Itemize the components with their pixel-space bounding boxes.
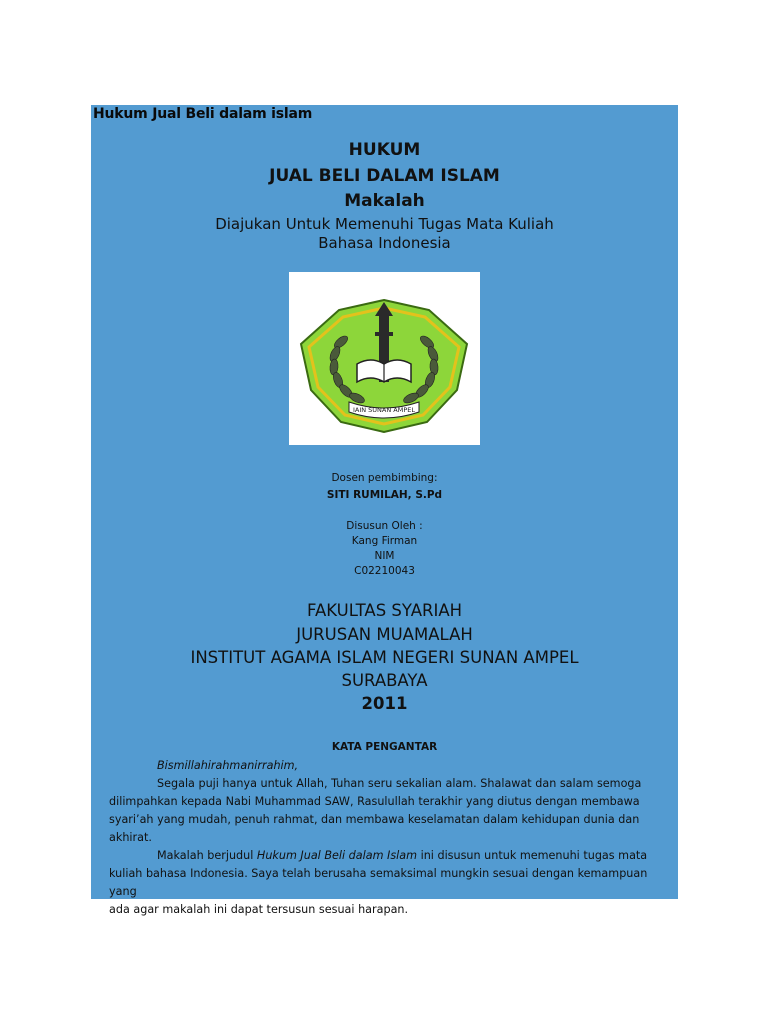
nim-value: C02210043 — [354, 565, 415, 577]
dosen-name: SITI RUMILAH, S.Pd — [326, 489, 443, 501]
preface-p1-line3: syari’ah yang mudah, penuh rahmat, dan membawa keselamatan dalam kehidupan dunia dan — [109, 813, 640, 826]
preface-p2-rest: ini disusun untuk memenuhi tugas mata — [417, 849, 648, 862]
preface-heading: KATA PENGANTAR — [331, 741, 438, 753]
year: 2011 — [361, 694, 408, 713]
logo-caption: IAIN SUNAN AMPEL — [352, 406, 416, 414]
preface-p2-lead: Makalah berjudul — [157, 849, 257, 862]
cover-title-line1: HUKUM — [348, 140, 421, 160]
faculty-name: FAKULTAS SYARIAH — [306, 601, 463, 620]
department-name: JURUSAN MUAMALAH — [296, 625, 473, 644]
author-name: Kang Firman — [351, 535, 418, 547]
preface-p1-line4: akhirat. — [109, 831, 152, 844]
cover-subtitle-line1: Diajukan Untuk Memenuhi Tugas Mata Kuliah — [215, 215, 554, 233]
document-title: Hukum Jual Beli dalam islam — [93, 106, 313, 122]
disusun-label: Disusun Oleh : — [346, 520, 423, 532]
cover-subtitle-line2: Bahasa Indonesia — [318, 234, 451, 252]
preface-p1-line1: Segala puji hanya untuk Allah, Tuhan seru sekalian alam. Shalawat dan salam semoga — [157, 777, 642, 790]
preface-body — [109, 757, 675, 919]
bismillah-text: Bismillahirahmanirrahim, — [157, 759, 299, 772]
cover-title-line2: JUAL BELI DALAM ISLAM — [269, 166, 500, 186]
preface-p1-line2: dilimpahkan kepada Nabi Muhammad SAW, Rasulullah terakhir yang diutus dengan membawa — [109, 795, 640, 808]
dosen-label: Dosen pembimbing: — [331, 472, 438, 484]
preface-p2-line2: kuliah bahasa Indonesia. Saya telah berusaha semaksimal mungkin sesuai dengan kemampuan yang — [109, 867, 648, 898]
document-page — [91, 105, 678, 916]
cover-title-line3: Makalah — [344, 191, 425, 211]
city-name: SURABAYA — [341, 671, 428, 690]
institute-name: INSTITUT AGAMA ISLAM NEGERI SUNAN AMPEL — [190, 648, 579, 667]
preface-p2-line3: ada agar makalah ini dapat tersusun sesuai harapan. — [109, 903, 409, 916]
preface-p2-title: Hukum Jual Beli dalam Islam — [256, 849, 418, 862]
institution-logo — [289, 272, 480, 445]
nim-label: NIM — [374, 550, 395, 562]
